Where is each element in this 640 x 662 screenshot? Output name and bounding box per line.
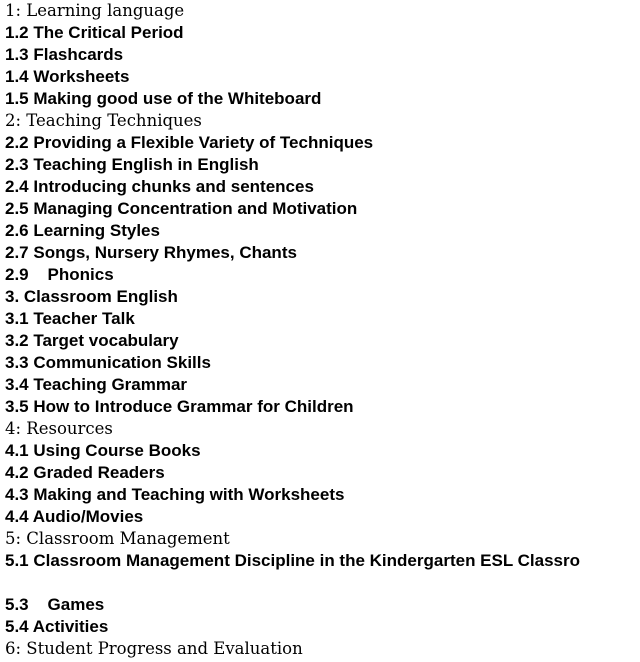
table-of-contents: [5, 0, 640, 660]
toc-item-2-9: 2.9 Phonics: [5, 265, 114, 284]
toc-item-2-2: 2.2 Providing a Flexible Variety of Techniques: [5, 133, 374, 152]
section-heading-1: 1: Learning language: [5, 1, 185, 20]
toc-item-2-3: 2.3 Teaching English in English: [5, 155, 259, 174]
toc-item-1-5: 1.5 Making good use of the Whiteboard: [5, 89, 322, 108]
toc-item-3-5: 3.5 How to Introduce Grammar for Children: [5, 397, 354, 416]
toc-item-2-5: 2.5 Managing Concentration and Motivation: [5, 199, 358, 218]
toc-item-4-2: 4.2 Graded Readers: [5, 463, 165, 482]
toc-item-3-2: 3.2 Target vocabulary: [5, 331, 179, 350]
section-heading-4: 4: Resources: [5, 419, 113, 438]
section-heading-2: 2: Teaching Techniques: [5, 111, 202, 130]
toc-item-4-3: 4.3 Making and Teaching with Worksheets: [5, 485, 345, 504]
toc-item-3-1: 3.1 Teacher Talk: [5, 309, 135, 328]
toc-item-4-4: 4.4 Audio/Movies: [5, 507, 144, 526]
toc-item-1-4: 1.4 Worksheets: [5, 67, 130, 86]
toc-item-1-2: 1.2 The Critical Period: [5, 23, 184, 42]
toc-item-5-3: 5.3 Games: [5, 595, 105, 614]
toc-item-2-6: 2.6 Learning Styles: [5, 221, 160, 240]
toc-item-3-3: 3.3 Communication Skills: [5, 353, 211, 372]
section-heading-6: 6: Student Progress and Evaluation: [5, 639, 303, 658]
blank-line: [5, 572, 640, 594]
toc-item-4-1: 4.1 Using Course Books: [5, 441, 201, 460]
toc-item-5-1: 5.1 Classroom Management Discipline in the Kindergarten ESL Classro: [5, 551, 581, 570]
toc-item-1-3: 1.3 Flashcards: [5, 45, 124, 64]
toc-item-5-4: 5.4 Activities: [5, 617, 109, 636]
toc-item-2-7: 2.7 Songs, Nursery Rhymes, Chants: [5, 243, 297, 262]
toc-item-3: 3. Classroom English: [5, 287, 178, 306]
section-heading-5: 5: Classroom Management: [5, 529, 230, 548]
toc-item-3-4: 3.4 Teaching Grammar: [5, 375, 188, 394]
toc-item-2-4: 2.4 Introducing chunks and sentences: [5, 177, 314, 196]
